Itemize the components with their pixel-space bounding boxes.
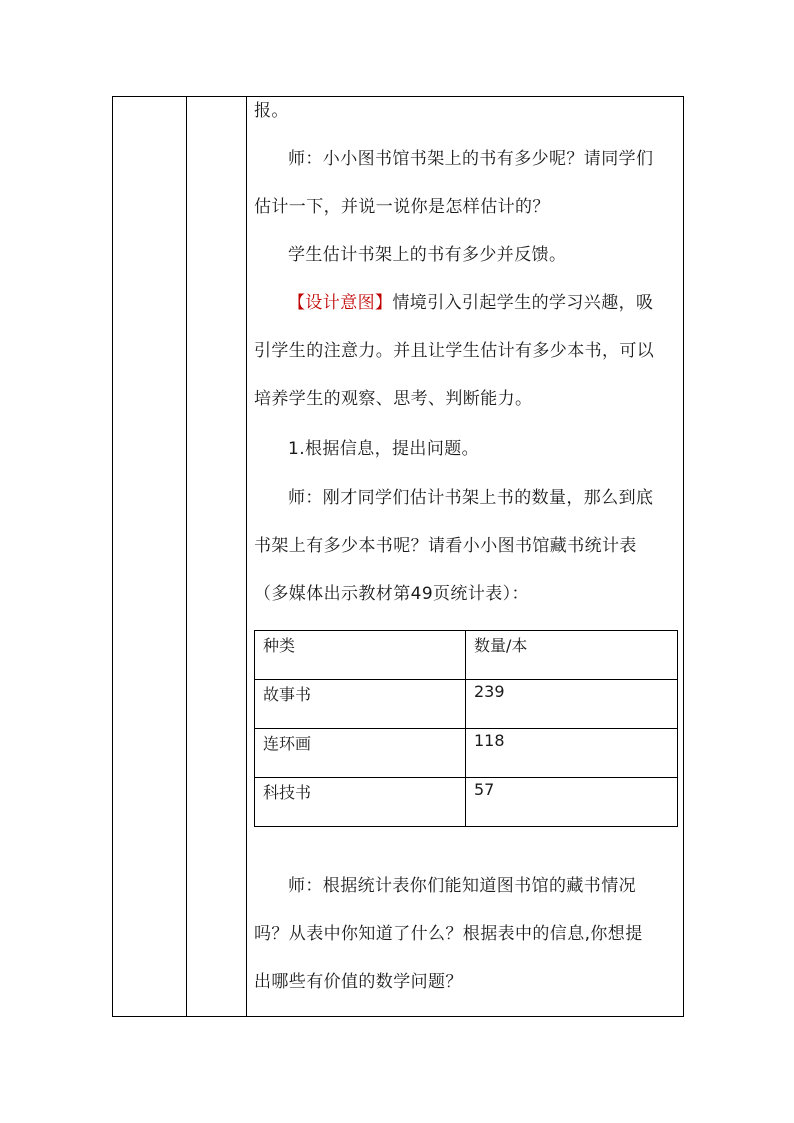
table-header-row bbox=[255, 631, 678, 680]
design-intent-text: 情境引入引起学生的学习兴趣，吸 bbox=[392, 293, 654, 313]
cell-category: 科技书 bbox=[255, 778, 466, 827]
paragraph-line: 师：小小图书馆书架上的书有多少呢？请同学们 bbox=[288, 149, 654, 169]
paragraph-line: 报。 bbox=[254, 101, 289, 121]
cell-quantity: 57 bbox=[466, 778, 678, 827]
header-category: 种类 bbox=[255, 631, 466, 680]
table-row bbox=[255, 729, 678, 778]
paragraph-line: 学生估计书架上的书有多少并反馈。 bbox=[288, 245, 567, 265]
header-quantity: 数量/本 bbox=[466, 631, 678, 680]
paragraph-line: 吗？从表中你知道了什么？根据表中的信息,你想提 bbox=[254, 924, 643, 944]
paragraph-line: 引学生的注意力。并且让学生估计有多少本书，可以 bbox=[254, 341, 655, 361]
design-intent-line bbox=[288, 291, 653, 315]
table-row bbox=[255, 778, 678, 827]
cell-quantity: 239 bbox=[466, 680, 678, 729]
cell-category: 连环画 bbox=[255, 729, 466, 778]
paragraph-line: （多媒体出示教材第49页统计表）： bbox=[254, 584, 529, 604]
paragraph-line: 师：刚才同学们估计书架上书的数量，那么到底 bbox=[288, 488, 654, 508]
book-statistics-table bbox=[254, 630, 678, 827]
column-divider-2 bbox=[246, 97, 247, 1016]
table-row bbox=[255, 680, 678, 729]
column-divider-1 bbox=[186, 97, 187, 1016]
paragraph-line: 培养学生的观察、思考、判断能力。 bbox=[254, 389, 533, 409]
lesson-plan-table bbox=[112, 96, 684, 1017]
cell-category: 故事书 bbox=[255, 680, 466, 729]
paragraph-line: 估计一下，并说一说你是怎样估计的？ bbox=[254, 197, 550, 217]
design-intent-tag: 【设计意图】 bbox=[288, 293, 393, 313]
cell-quantity: 118 bbox=[466, 729, 678, 778]
paragraph-line: 书架上有多少本书呢？请看小小图书馆藏书统计表 bbox=[254, 536, 637, 556]
step-heading: 1.根据信息，提出问题。 bbox=[288, 439, 480, 459]
paragraph-line: 师：根据统计表你们能知道图书馆的藏书情况 bbox=[288, 876, 636, 896]
paragraph-line: 出哪些有价值的数学问题？ bbox=[254, 972, 463, 992]
